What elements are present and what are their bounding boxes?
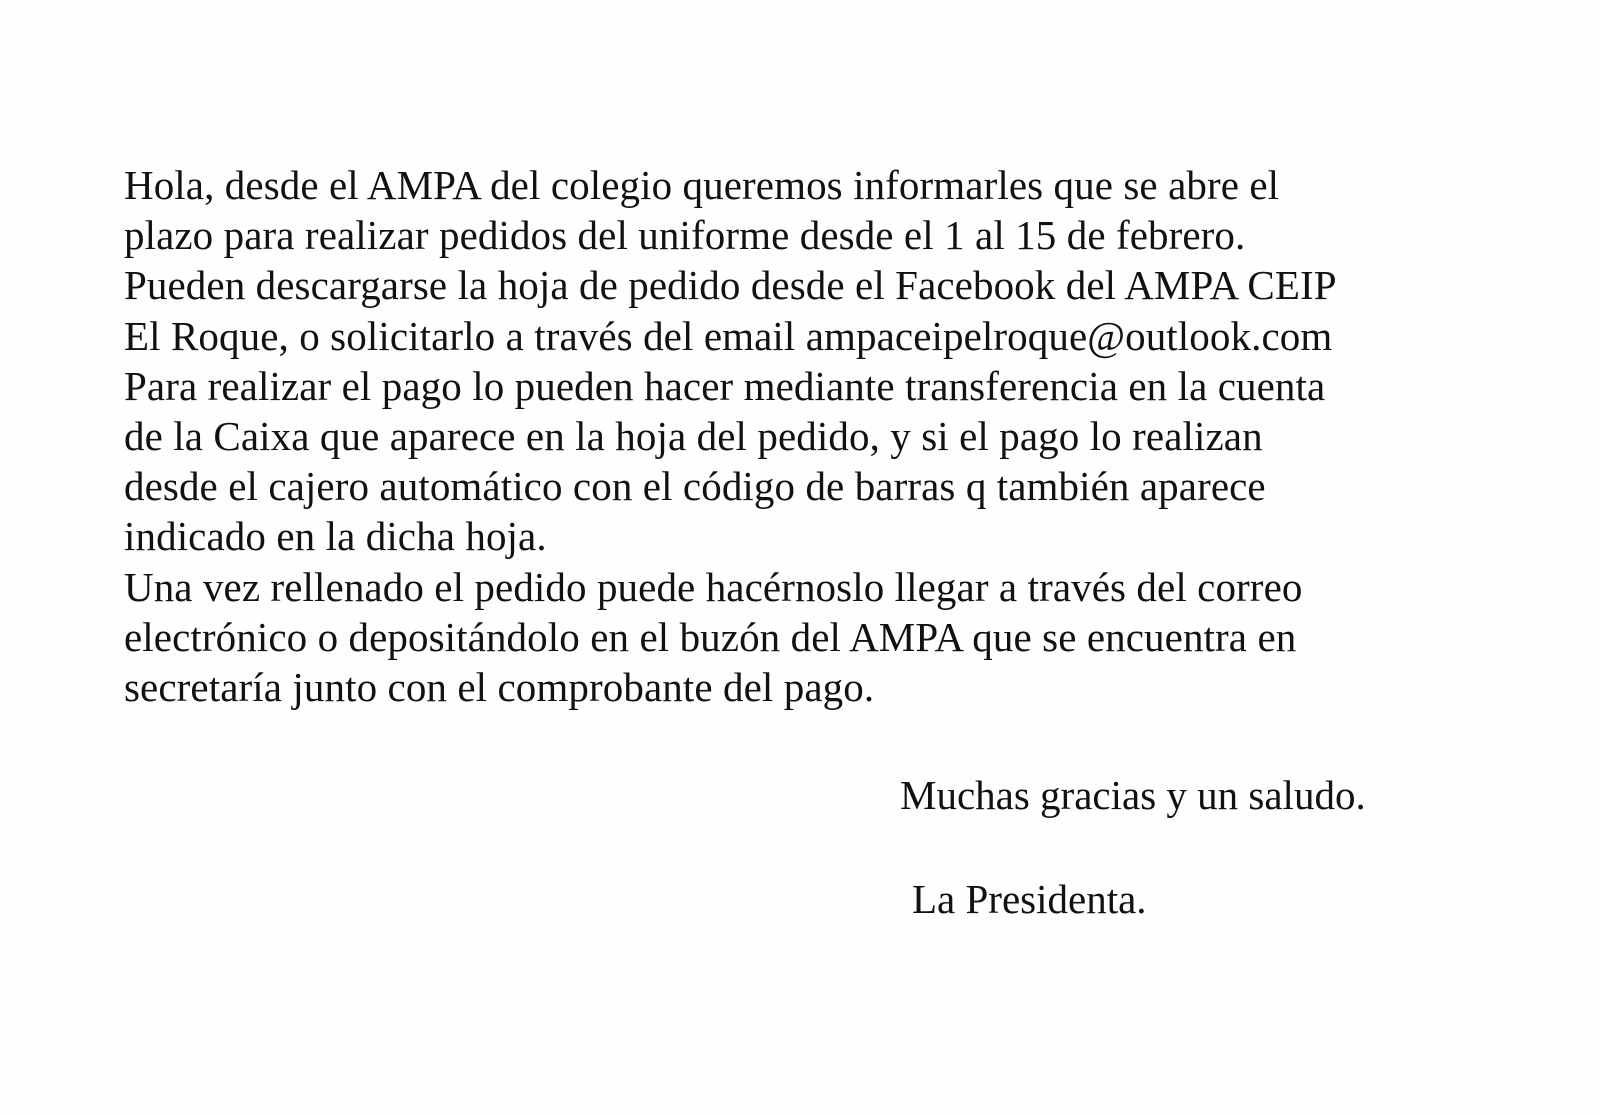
letter-body xyxy=(124,160,1444,712)
letter-line: Pueden descargarse la hoja de pedido desde el Facebook del AMPA CEIP xyxy=(124,262,1337,309)
letter-line: indicado en la dicha hoja. xyxy=(124,513,547,560)
letter-line: electrónico o depositándolo en el buzón del AMPA que se encuentra en xyxy=(124,613,1297,660)
letter-line: desde el cajero automático con el código de barras q también aparece xyxy=(124,463,1266,510)
letter-line: Para realizar el pago lo pueden hacer mediante transferencia en la cuenta xyxy=(124,362,1326,409)
letter-line: plazo para realizar pedidos del uniforme desde el 1 al 15 de febrero. xyxy=(124,212,1246,259)
closing-greeting: Muchas gracias y un saludo. xyxy=(900,772,1366,818)
letter-line: Una vez rellenado el pedido puede hacérnoslo llegar a través del correo xyxy=(124,563,1303,610)
letter-line: secretaría junto con el comprobante del pago. xyxy=(124,664,875,711)
letter-line: El Roque, o solicitarlo a través del email ampaceipelroque@outlook.com xyxy=(124,312,1333,359)
letter-line: de la Caixa que aparece en la hoja del pedido, y si el pago lo realizan xyxy=(124,413,1263,460)
letter-line: Hola, desde el AMPA del colegio queremos informarles que se abre el xyxy=(124,162,1280,208)
signature-line: La Presidenta. xyxy=(912,876,1147,922)
